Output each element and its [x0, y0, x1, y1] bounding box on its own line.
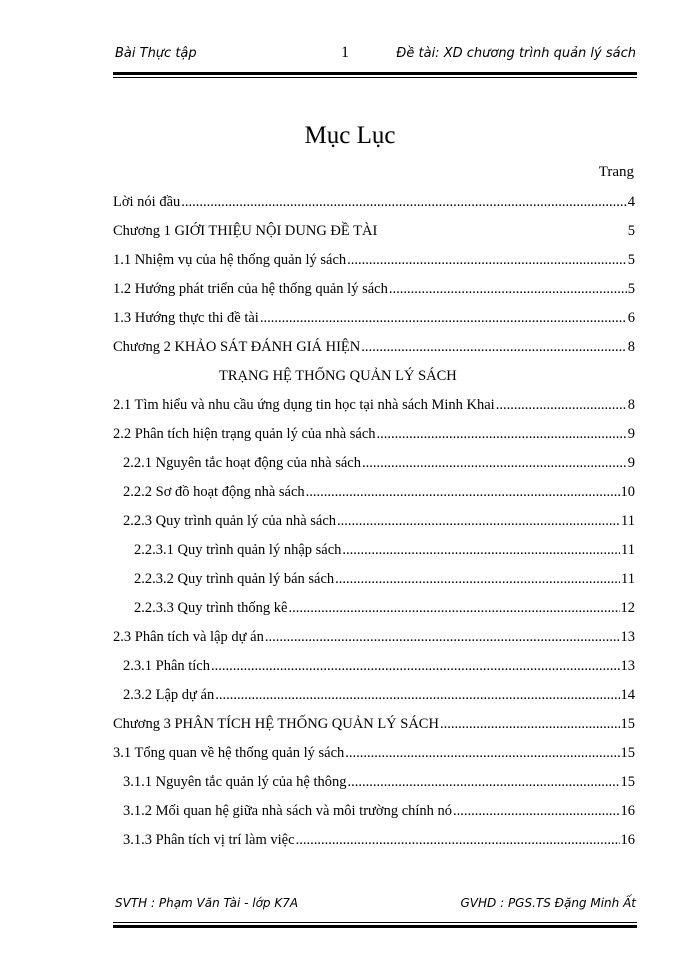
footer-right: GVHD : PGS.TS Đặng Minh Ất	[460, 896, 636, 910]
toc-entry	[113, 217, 635, 246]
toc-entry	[113, 362, 635, 391]
toc-leader-dots	[377, 426, 627, 443]
toc-entry	[113, 449, 635, 478]
page-title: Mục Lục	[304, 122, 396, 149]
toc-entry	[113, 507, 635, 536]
toc-entry	[113, 333, 635, 362]
toc-entry-page: 9	[627, 455, 635, 471]
toc-entry-page: 5	[627, 223, 635, 239]
toc-entry-text: 2.1 Tìm hiểu và nhu cầu ứng dụng tin học tại nhà sách Minh Khai	[113, 397, 495, 413]
toc-leader-dots	[215, 687, 619, 704]
toc-entry	[113, 188, 635, 217]
toc-entry	[113, 391, 635, 420]
toc-leader-dots	[335, 571, 620, 588]
toc-entry	[113, 623, 635, 652]
footer-left: SVTH : Phạm Văn Tài - lớp K7A	[115, 896, 299, 910]
header-page-number: 1	[341, 44, 349, 61]
toc-entry-text: TRẠNG HỆ THỐNG QUẢN LÝ SÁCH	[219, 368, 457, 384]
toc-entry-text: Chương 2 KHẢO SÁT ĐÁNH GIÁ HIỆN	[113, 339, 361, 355]
toc-entry-page: 15	[620, 716, 635, 732]
toc-entry	[113, 768, 635, 797]
toc-leader-dots	[181, 194, 626, 211]
toc-leader-dots	[440, 716, 620, 733]
toc-leader-dots	[347, 252, 627, 269]
toc-entry-text: 2.3 Phân tích và lập dự án	[113, 629, 264, 645]
header-rule	[113, 72, 637, 78]
header-right: Đề tài: XD chương trình quản lý sách	[396, 46, 636, 61]
toc-entry-page: 16	[620, 803, 635, 819]
toc-leader-dots	[361, 339, 626, 356]
toc-leader-dots	[453, 803, 619, 820]
toc-leader-dots	[296, 832, 620, 849]
toc-leader-dots	[260, 310, 627, 327]
toc-entry-page: 5	[627, 252, 635, 268]
toc-entry-text: 2.2.1 Nguyên tắc hoạt động của nhà sách	[123, 455, 361, 471]
toc-entry	[113, 565, 635, 594]
toc-entry-page: 13	[620, 658, 635, 674]
toc-entry-text: 3.1 Tổng quan về hệ thống quản lý sách	[113, 745, 345, 761]
toc-leader-dots	[496, 397, 627, 414]
toc-leader-dots	[342, 542, 620, 559]
toc-entry-page: 11	[621, 571, 635, 587]
toc-leader-dots	[362, 455, 627, 472]
toc-entry-page: 6	[627, 310, 635, 326]
toc-entry	[113, 246, 635, 275]
toc-entry	[113, 710, 635, 739]
toc-entry	[113, 681, 635, 710]
toc-entry-page: 8	[627, 397, 635, 413]
toc-entry	[113, 536, 635, 565]
toc-entry-text: 2.2.3.3 Quy trình thống kê	[134, 600, 288, 616]
toc-leader-dots	[345, 745, 619, 762]
toc-entry-page: 15	[620, 745, 635, 761]
toc-leader-dots	[288, 600, 619, 617]
toc-entry-page: 14	[620, 687, 635, 703]
header-left: Bài Thực tập	[115, 46, 197, 61]
toc-entry-page: 10	[620, 484, 635, 500]
toc-leader-dots	[347, 774, 619, 791]
toc-entry	[113, 420, 635, 449]
toc-entry-page: 12	[620, 600, 635, 616]
page-footer	[115, 896, 636, 916]
toc-entry-text: Chương 1 GIỚI THIỆU NỘI DUNG ĐỀ TÀI	[113, 223, 378, 239]
toc-entry	[113, 478, 635, 507]
toc-entry	[113, 797, 635, 826]
toc-entry-text: 1.3 Hướng thực thi đề tài	[113, 310, 259, 326]
toc-entry-text: 2.2.2 Sơ đồ hoạt động nhà sách	[123, 484, 305, 500]
toc-entry-text: 2.2.3.1 Quy trình quản lý nhập sách	[134, 542, 342, 558]
toc-entry-page: 5	[627, 281, 635, 297]
toc-entry-page: 15	[620, 774, 635, 790]
toc-entry-page: 13	[620, 629, 635, 645]
toc-entry	[113, 594, 635, 623]
footer-rule	[113, 922, 637, 928]
page-column-label: Trang	[598, 164, 634, 180]
toc-entry-page: 16	[620, 832, 635, 848]
toc-entry	[113, 826, 635, 855]
toc-entry-text: 2.3.1 Phân tích	[123, 658, 210, 674]
toc-entry-text: 3.1.1 Nguyên tắc quản lý của hệ thông	[123, 774, 347, 790]
toc-entry-text: 2.2.3.2 Quy trình quản lý bán sách	[134, 571, 335, 587]
toc-entry-text: 3.1.2 Mối quan hệ giữa nhà sách và môi trường chính nó	[123, 803, 453, 819]
toc-entry-text: Lời nói đầu	[113, 194, 181, 210]
toc-entry-page: 8	[627, 339, 635, 355]
toc-entry-text: 3.1.3 Phân tích vị trí làm việc	[123, 832, 295, 848]
toc-entry-text: 2.2 Phân tích hiện trạng quản lý của nhà sách	[113, 426, 376, 442]
toc-entry-text: 1.2 Hướng phát triển của hệ thống quản lý sách	[113, 281, 388, 297]
toc-entry-text: Chương 3 PHÂN TÍCH HỆ THỐNG QUẢN LÝ SÁCH	[113, 716, 439, 732]
toc-leader-dots	[211, 658, 620, 675]
toc-leader-dots	[389, 281, 627, 298]
toc-entry-text: 1.1 Nhiệm vụ của hệ thống quản lý sách	[113, 252, 347, 268]
toc-entry-page: 11	[621, 542, 635, 558]
page-header	[115, 46, 636, 68]
toc-leader-dots	[337, 513, 620, 530]
toc-entry-page: 4	[627, 194, 635, 210]
toc-entry	[113, 652, 635, 681]
table-of-contents	[113, 188, 635, 855]
toc-leader-dots	[306, 484, 620, 501]
toc-entry-page: 11	[621, 513, 635, 529]
toc-leader-dots	[265, 629, 620, 646]
toc-entry-text: 2.2.3 Quy trình quản lý của nhà sách	[123, 513, 337, 529]
toc-entry	[113, 275, 635, 304]
toc-entry	[113, 304, 635, 333]
toc-entry-page: 9	[627, 426, 635, 442]
toc-entry-text: 2.3.2 Lập dự án	[123, 687, 215, 703]
toc-entry	[113, 739, 635, 768]
